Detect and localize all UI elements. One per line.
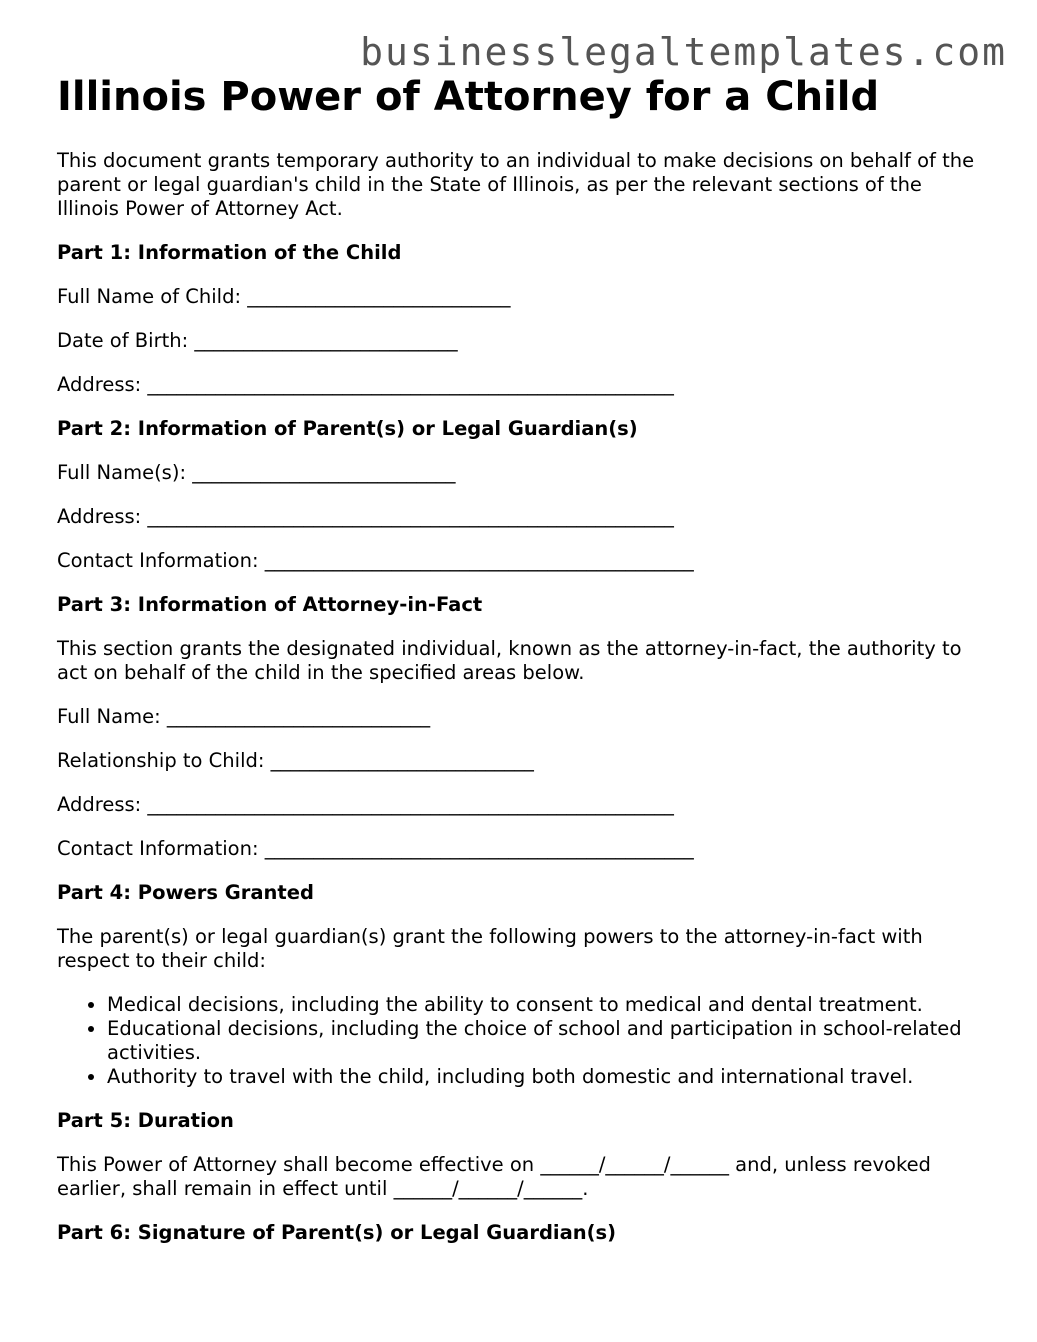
parent-contact-field[interactable]: Contact Information: ____________________________________________	[57, 549, 694, 572]
watermark-text: businesslegaltemplates.com	[360, 30, 1007, 74]
document-title: Illinois Power of Attorney for a Child	[57, 74, 880, 120]
duration-text[interactable]: This Power of Attorney shall become effective on ______/______/______ and, unless revoked earlier, shall remain in effect until ______/______/______.	[57, 1153, 931, 1200]
part3-description: This section grants the designated individual, known as the attorney-in-fact, the authority to act on behalf of the child in the specified areas below.	[57, 637, 962, 684]
attorney-relationship-field[interactable]: Relationship to Child: ___________________________	[57, 749, 534, 772]
parent-address-field[interactable]: Address: ______________________________________________________	[57, 505, 674, 528]
part3-heading: Part 3: Information of Attorney-in-Fact	[57, 593, 483, 616]
part4-description: The parent(s) or legal guardian(s) grant the following powers to the attorney-in-fact with respect to their child:	[57, 925, 923, 972]
power-item-medical: • Medical decisions, including the ability to consent to medical and dental treatment.	[107, 993, 977, 1017]
part4-heading: Part 4: Powers Granted	[57, 881, 314, 904]
attorney-address-field[interactable]: Address: ______________________________________________________	[57, 793, 674, 816]
child-full-name-field[interactable]: Full Name of Child: ___________________________	[57, 285, 511, 308]
child-address-field[interactable]: Address: ______________________________________________________	[57, 373, 674, 396]
part1-heading: Part 1: Information of the Child	[57, 241, 402, 264]
attorney-contact-field[interactable]: Contact Information: ____________________________________________	[57, 837, 694, 860]
part6-heading: Part 6: Signature of Parent(s) or Legal Guardian(s)	[57, 1221, 617, 1244]
powers-list	[57, 993, 977, 1089]
parent-full-names-field[interactable]: Full Name(s): ___________________________	[57, 461, 456, 484]
attorney-full-name-field[interactable]: Full Name: ___________________________	[57, 705, 431, 728]
power-item-educational: • Educational decisions, including the choice of school and participation in school-related activities.	[107, 1017, 977, 1065]
document-page	[57, 73, 977, 1245]
part2-heading: Part 2: Information of Parent(s) or Legal Guardian(s)	[57, 417, 638, 440]
intro-paragraph: This document grants temporary authority to an individual to make decisions on behalf of the parent or legal guardian's child in the State of Illinois, as per the relevant sections of the Illinois Power of Attorney Act.	[57, 149, 975, 220]
child-dob-field[interactable]: Date of Birth: ___________________________	[57, 329, 458, 352]
part5-heading: Part 5: Duration	[57, 1109, 234, 1132]
power-item-travel: • Authority to travel with the child, including both domestic and international travel.	[107, 1065, 977, 1089]
